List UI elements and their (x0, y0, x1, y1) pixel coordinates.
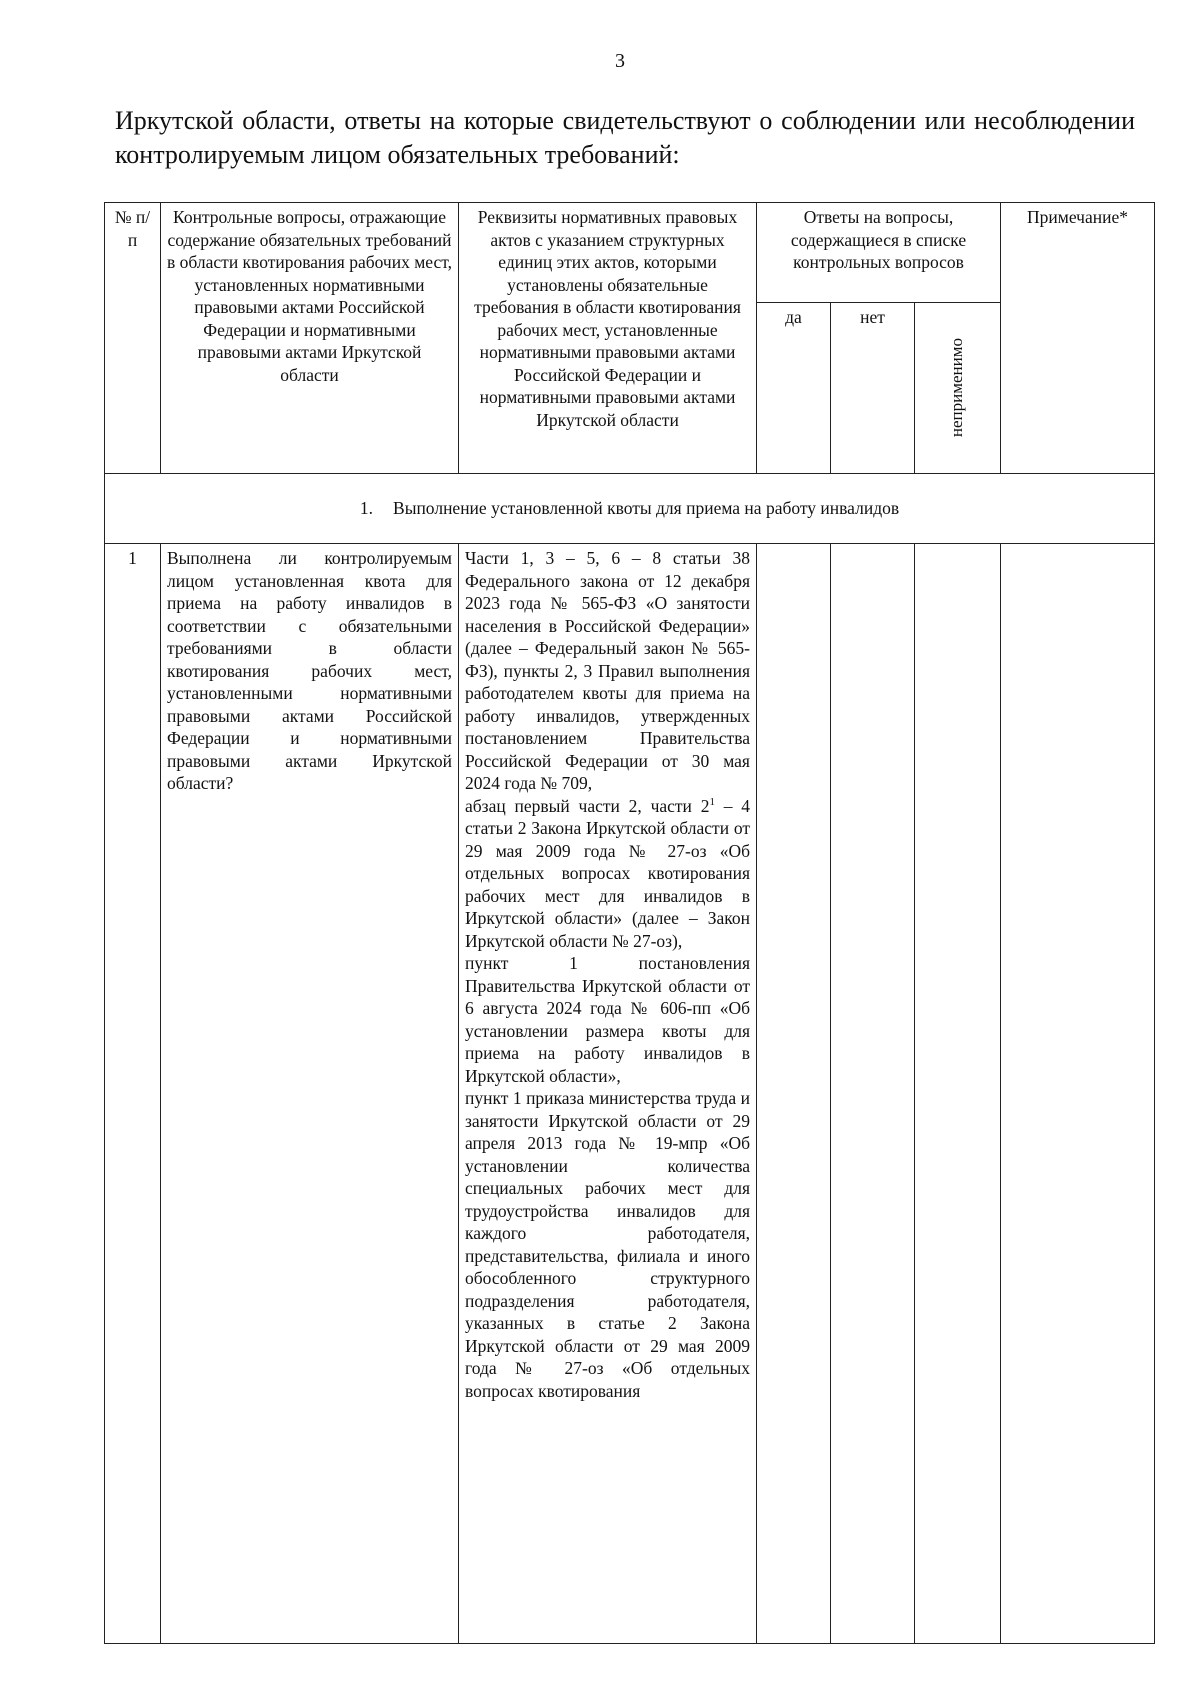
checklist-table (104, 202, 1155, 1644)
header-answers: Ответы на вопросы, содержащиеся в списке контрольных вопросов (757, 203, 1001, 303)
section-row (105, 474, 1155, 544)
answer-no-cell (831, 544, 915, 1644)
requisites-p2-start: абзац первый части 2, части 2 (465, 795, 710, 816)
requisites-paragraph-3: пункт 1 постановления Правительства Иркутской области от 6 августа 2024 года № 606-пп «Об установлении размера квоты для приема на работу инвалидов в Иркутской области», (465, 953, 750, 1086)
answer-not-applicable-cell (915, 544, 1001, 1644)
header-note: Примечание* (1001, 203, 1155, 474)
requisites-p2-superscript: 1 (709, 795, 715, 808)
header-no: нет (831, 303, 915, 474)
row-question: Выполнена ли контролируемым лицом установленная квота для приема на работу инвалидов в соответствии с обязательными требованиями в области квотирования рабочих мест, установленными нормативными правовыми актами Российской Федерации и нормативными правовыми актами Иркутской области? (161, 544, 459, 1644)
section-number: 1. (359, 497, 374, 518)
row-num: 1 (105, 544, 161, 1644)
table-row (105, 544, 1155, 1644)
header-num: № п/п (105, 203, 161, 474)
requisites-paragraph-2 (465, 795, 750, 953)
note-cell (1001, 544, 1155, 1644)
page-number: 3 (615, 50, 625, 72)
header-questions: Контрольные вопросы, отражающие содержание обязательных требований в области квотирования рабочих мест, установленных нормативными правовыми актами Российской Федерации и нормативными правовыми актами Иркутской области (161, 203, 459, 474)
answer-yes-cell (757, 544, 831, 1644)
section-cell (105, 474, 1155, 544)
header-row (105, 203, 1155, 303)
requisites-paragraph-4: пункт 1 приказа министерства труда и занятости Иркутской области от 29 апреля 2013 года № 19-мпр «Об установлении количества специальных рабочих мест для трудоустройства инвалидов для каждого работодателя, представительства, филиала и иного обособленного структурного подразделения работодателя, указанных в статье 2 Закона Иркутской области от 29 мая 2009 года № 27-оз «Об отдельных вопросах квотирования (465, 1088, 750, 1401)
header-not-applicable-cell (915, 303, 1001, 474)
header-yes: да (757, 303, 831, 474)
requisites-p2-end: – 4 статьи 2 Закона Иркутской области от 29 мая 2009 года № 27-оз «Об отдельных вопросах квотирования рабочих мест для инвалидов в Иркутской области» (далее – Закон Иркутской области № 27-оз), (465, 795, 751, 951)
requisites-paragraph-1: Части 1, 3 – 5, 6 – 8 статьи 38 Федерального закона от 12 декабря 2023 года № 565-ФЗ «О занятости населения в Российской Федерации» (далее – Федеральный закон № 565-ФЗ), пункты 2, 3 Правил выполнения работодателем квоты для приема на работу инвалидов, утвержденных постановлением Правительства Российской Федерации от 30 мая 2024 года № 709, (465, 548, 750, 793)
row-requisites (459, 544, 757, 1644)
header-requisites: Реквизиты нормативных правовых актов с указанием структурных единиц этих актов, которыми установлены обязательные требования в области квотирования рабочих мест, установленные нормативными правовыми актами Российской Федерации и нормативными правовыми актами Иркутской области (459, 203, 757, 474)
header-not-applicable: неприменимо (947, 338, 967, 438)
section-title: Выполнение установленной квоты для приема на работу инвалидов (393, 497, 900, 518)
intro-paragraph: Иркутской области, ответы на которые свидетельствуют о соблюдении или несоблюдении контролируемым лицом обязательных требований: (115, 106, 1135, 169)
